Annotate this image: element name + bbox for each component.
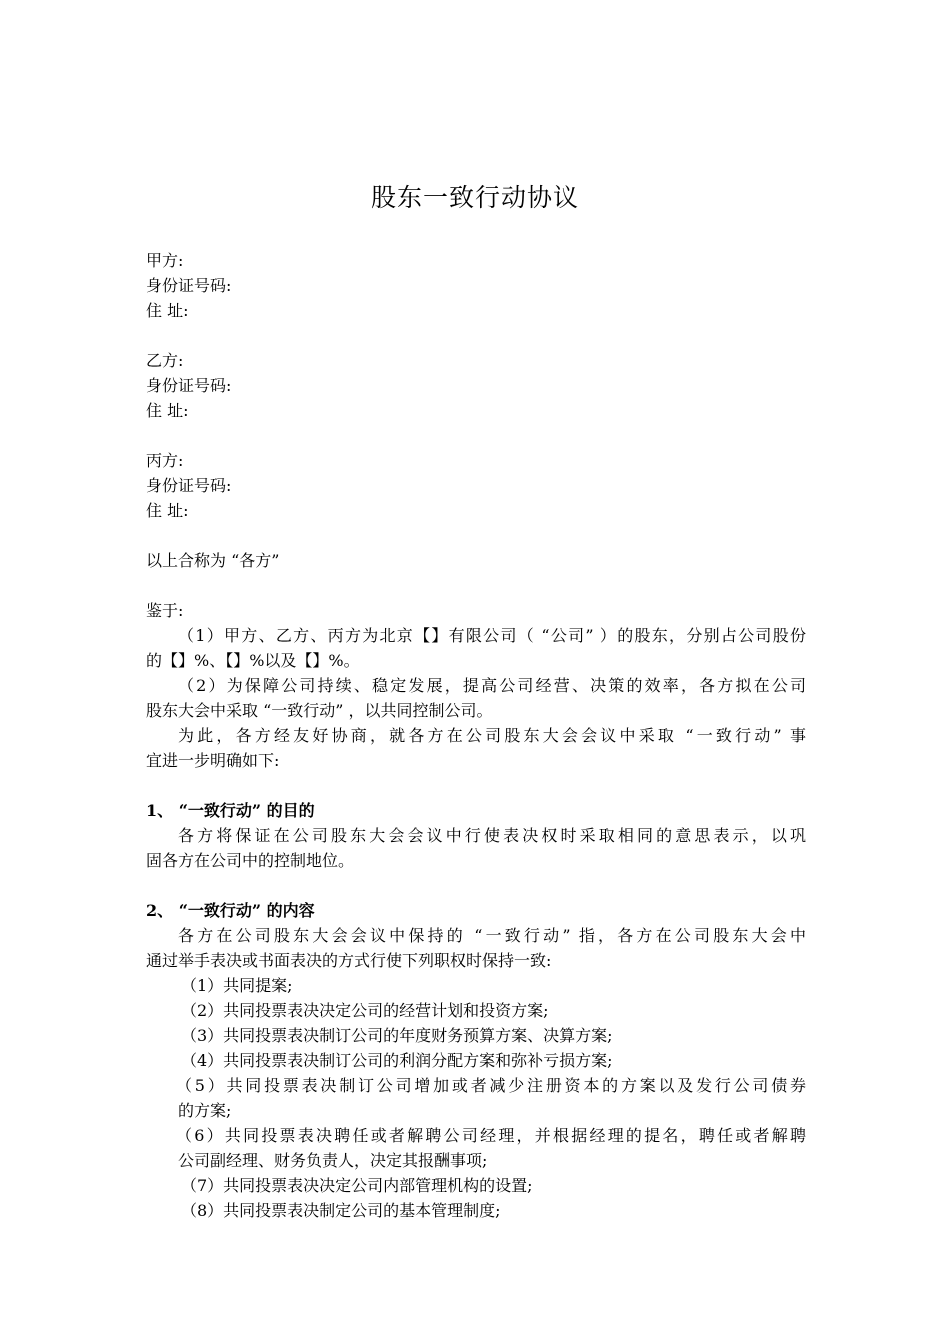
- party-c-id: 身份证号码:: [146, 476, 232, 495]
- list-item-3: （3）共同投票表决制订公司的年度财务预算方案、决算方案;: [181, 1026, 613, 1045]
- list-item-8: （8）共同投票表决制定公司的基本管理制度;: [181, 1201, 501, 1220]
- list-item-6: [146, 1123, 806, 1173]
- party-c-name: 丙方:: [146, 451, 184, 470]
- whereas-label: 鉴于:: [146, 601, 184, 620]
- document-body: [146, 248, 806, 1223]
- list-item-6-line1: （6）共同投票表决聘任或者解聘公司经理，并根据经理的提名，聘任或者解聘: [176, 1126, 806, 1145]
- party-b-name: 乙方:: [146, 351, 184, 370]
- party-b-address: 住 址:: [146, 401, 189, 420]
- list-item-5-line1: （5）共同投票表决制订公司增加或者减少注册资本的方案以及发行公司债券: [176, 1076, 806, 1095]
- list-item-5: [146, 1073, 806, 1123]
- section-1-heading: 1、 “一致行动” 的目的: [146, 801, 315, 820]
- party-a-id: 身份证号码:: [146, 276, 232, 295]
- intro-line2: 宜进一步明确如下:: [146, 751, 280, 770]
- party-c-address: 住 址:: [146, 501, 189, 520]
- recital-1-line2: 的【】%、【】%以及【】%。: [146, 651, 360, 670]
- section-1-line2: 固各方在公司中的控制地位。: [146, 851, 355, 870]
- page-title: 股东一致行动协议: [370, 183, 579, 212]
- recital-2-line1: （2）为保障公司持续、稳定发展，提高公司经营、决策的效率，各方拟在公司: [178, 676, 806, 695]
- section-2-line1: 各方在公司股东大会会议中保持的 “一致行动” 指，各方在公司股东大会中: [178, 926, 806, 945]
- party-a-address: 住 址:: [146, 301, 189, 320]
- list-item-5-line2: 的方案;: [178, 1101, 232, 1120]
- list-item-1: （1）共同提案;: [181, 976, 293, 995]
- list-item-2: （2）共同投票表决决定公司的经营计划和投资方案;: [181, 1001, 549, 1020]
- recital-2-line2: 股东大会中采取 “一致行动” ，以共同控制公司。: [146, 701, 493, 720]
- section-1-line1: 各方将保证在公司股东大会会议中行使表决权时采取相同的意思表示，以巩: [178, 826, 806, 845]
- section-2-line2: 通过举手表决或书面表决的方式行使下列职权时保持一致:: [146, 951, 552, 970]
- party-b-id: 身份证号码:: [146, 376, 232, 395]
- section-2-heading: 2、 “一致行动” 的内容: [146, 901, 315, 920]
- list-item-4: （4）共同投票表决制订公司的利润分配方案和弥补亏损方案;: [181, 1051, 613, 1070]
- party-a-name: 甲方:: [146, 251, 184, 270]
- recital-1-line1: （1）甲方、乙方、丙方为北京【】有限公司（ “公司” ）的股东，分别占公司股份: [178, 626, 806, 645]
- intro-line1: 为此，各方经友好协商，就各方在公司股东大会会议中采取 “一致行动” 事: [178, 726, 806, 745]
- list-item-7: （7）共同投票表决决定公司内部管理机构的设置;: [181, 1176, 533, 1195]
- list-item-6-line2: 公司副经理、财务负责人，决定其报酬事项;: [178, 1151, 488, 1170]
- collective-name: 以上合称为 “各方”: [146, 551, 280, 570]
